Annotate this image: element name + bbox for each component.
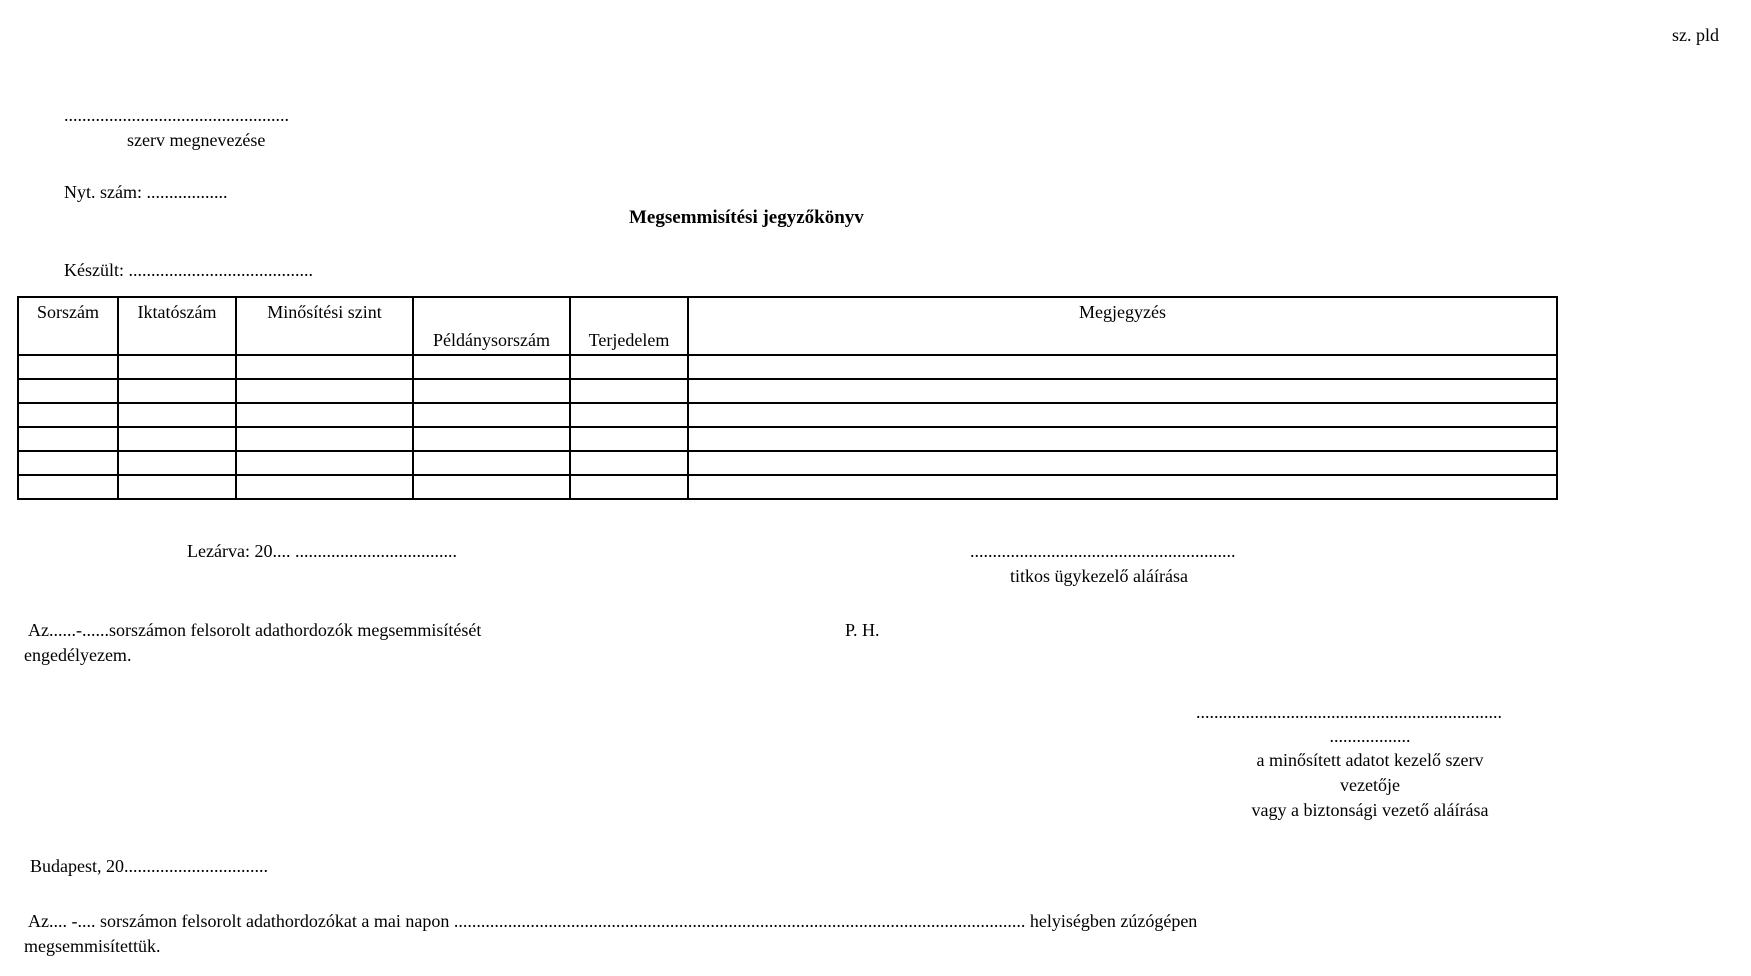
col-header-sorszam: Sorszám xyxy=(18,297,118,355)
destruction-text-line2: megsemmisítettük. xyxy=(24,936,161,956)
head-signature-label3: vagy a biztonsági vezető aláírása xyxy=(1251,800,1489,820)
table-row xyxy=(18,475,1557,499)
head-signature-label2: vezetője xyxy=(1340,775,1400,795)
head-signature-dots: .................................................................... xyxy=(1196,702,1502,722)
table-cell xyxy=(413,355,570,379)
approval-text-line1: Az......-......sorszámon felsorolt adathordozók megsemmisítését xyxy=(28,620,482,640)
table-cell xyxy=(118,379,236,403)
keszult-field: Készült: ......................................... xyxy=(64,260,313,280)
clerk-signature-dots: ........................................................... xyxy=(970,541,1236,561)
table-cell xyxy=(570,427,688,451)
clerk-signature-label: titkos ügykezelő aláírása xyxy=(1010,566,1188,586)
table-cell xyxy=(18,403,118,427)
table-cell xyxy=(688,427,1557,451)
table-row xyxy=(18,403,1557,427)
head-signature-dots-cont: .................. xyxy=(1329,726,1411,746)
table-body xyxy=(18,355,1557,499)
nyt-number-field: Nyt. szám: .................. xyxy=(64,182,228,202)
table-cell xyxy=(688,379,1557,403)
table-cell xyxy=(236,379,413,403)
col-header-megjegyzes: Megjegyzés xyxy=(688,297,1557,355)
table-cell xyxy=(118,427,236,451)
table-cell xyxy=(236,355,413,379)
seal-placeholder: P. H. xyxy=(845,620,880,640)
table-cell xyxy=(413,475,570,499)
col-header-terjedelem: Terjedelem xyxy=(570,297,688,355)
table-cell xyxy=(570,355,688,379)
table-cell xyxy=(118,403,236,427)
col-header-peldanysorszam: Példánysorszám xyxy=(413,297,570,355)
destruction-text-line1: Az.... -.... sorszámon felsorolt adathordozókat a mai napon ............................................................................................................................... helyiségben zúzógépen xyxy=(28,911,1198,931)
copy-number-label: sz. pld xyxy=(1672,25,1719,45)
table-cell xyxy=(570,451,688,475)
table-cell xyxy=(236,475,413,499)
table-row xyxy=(18,451,1557,475)
table-cell xyxy=(413,403,570,427)
table-row xyxy=(18,355,1557,379)
table-cell xyxy=(688,403,1557,427)
table-cell xyxy=(570,379,688,403)
table-cell xyxy=(18,427,118,451)
table-cell xyxy=(18,355,118,379)
table-cell xyxy=(236,403,413,427)
col-header-minositesi-szint: Minősítési szint xyxy=(236,297,413,355)
table-cell xyxy=(688,451,1557,475)
table-cell xyxy=(413,451,570,475)
table-cell xyxy=(413,379,570,403)
table-row xyxy=(18,427,1557,451)
budapest-date-field: Budapest, 20................................ xyxy=(30,856,268,876)
col-header-iktatoszam: Iktatószám xyxy=(118,297,236,355)
table-cell xyxy=(18,451,118,475)
table-row xyxy=(18,379,1557,403)
table-cell xyxy=(118,451,236,475)
document-title: Megsemmisítési jegyzőkönyv xyxy=(629,207,864,228)
media-list-table xyxy=(17,296,1558,500)
table-cell xyxy=(570,403,688,427)
org-name-dots: .................................................. xyxy=(64,105,289,125)
approval-text-line2: engedélyezem. xyxy=(24,645,132,665)
table-cell xyxy=(236,427,413,451)
table-cell xyxy=(688,475,1557,499)
table-cell xyxy=(688,355,1557,379)
table-header-row xyxy=(18,297,1557,355)
table-cell xyxy=(413,427,570,451)
head-signature-label1: a minősített adatot kezelő szerv xyxy=(1256,750,1484,770)
closed-date-field: Lezárva: 20.... .................................... xyxy=(187,541,457,561)
table-cell xyxy=(18,379,118,403)
table-cell xyxy=(570,475,688,499)
table-cell xyxy=(118,355,236,379)
table-cell xyxy=(18,475,118,499)
table-cell xyxy=(236,451,413,475)
org-name-label: szerv megnevezése xyxy=(127,130,266,150)
table-cell xyxy=(118,475,236,499)
